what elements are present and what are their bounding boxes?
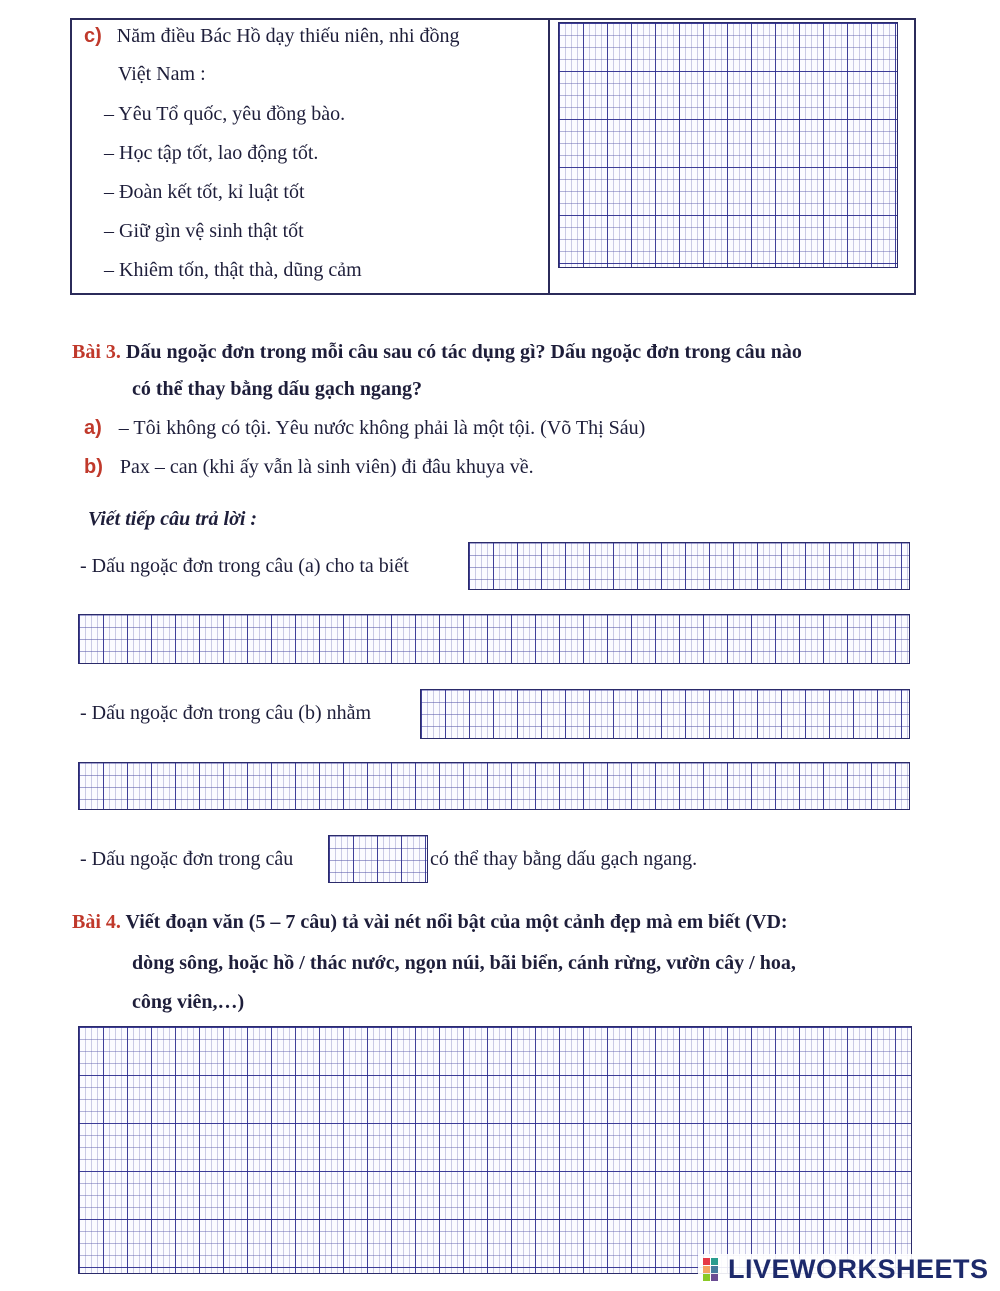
bai3-b-text: Pax – can (khi ấy vẫn là sinh viên) đi đâu khuya về. (119, 456, 534, 478)
bai3-instruction: Viết tiếp câu trả lời : (88, 508, 258, 530)
section-c-heading (84, 24, 460, 48)
bai3-a-text: – Tôi không có tội. Yêu nước không phải là một tội. (Võ Thị Sáu) (118, 417, 646, 439)
section-c-item-1: – Yêu Tổ quốc, yêu đồng bào. (104, 103, 346, 125)
bai4-prompt-line3: công viên,…) (132, 991, 245, 1013)
answer-a-grid-inline[interactable] (468, 542, 910, 590)
bai4-prompt (72, 910, 788, 934)
bai3-item-a (84, 416, 645, 440)
bai4-label: Bài (72, 911, 101, 933)
bai4-prompt-line1: Viết đoạn văn (5 – 7 câu) tả vài nét nổi bật của một cảnh đẹp mà em biết (VD: (125, 911, 788, 933)
bai3-item-b (84, 455, 534, 479)
section-c-writing-grid[interactable] (558, 22, 898, 268)
answer-c-suffix: có thể thay bằng dấu gạch ngang. (430, 848, 698, 870)
answer-b-prefix: - Dấu ngoặc đơn trong câu (b) nhằm (80, 702, 372, 724)
section-c-item-4: – Giữ gìn vệ sinh thật tốt (104, 220, 304, 242)
answer-c-grid-blank[interactable] (328, 835, 428, 883)
section-c-label: c) (84, 25, 102, 47)
answer-c-prefix: - Dấu ngoặc đơn trong câu (80, 848, 294, 870)
section-c-divider (548, 18, 550, 295)
bai3-b-label: b) (84, 456, 103, 478)
section-c-item-2: – Học tập tốt, lao động tốt. (104, 142, 319, 164)
watermark (698, 1254, 993, 1285)
bai3-a-label: a) (84, 417, 102, 439)
section-c-item-5: – Khiêm tốn, thật thà, dũng cảm (104, 259, 362, 281)
liveworksheets-logo-icon (702, 1256, 728, 1284)
answer-b-grid-line2[interactable] (78, 762, 910, 810)
bai3-number: 3. (105, 341, 121, 363)
bai3-label: Bài (72, 341, 101, 363)
bai4-writing-grid[interactable] (78, 1026, 912, 1274)
section-c-line1: Năm điều Bác Hồ dạy thiếu niên, nhi đồng (116, 25, 460, 47)
watermark-text: LIVEWORKSHEETS (728, 1254, 989, 1284)
answer-a-grid-line2[interactable] (78, 614, 910, 664)
bai3-prompt-line1: Dấu ngoặc đơn trong mỗi câu sau có tác dụng gì? Dấu ngoặc đơn trong câu nào (125, 341, 802, 363)
answer-a-prefix: - Dấu ngoặc đơn trong câu (a) cho ta biết (80, 555, 409, 577)
section-c-item-3: – Đoàn kết tốt, kỉ luật tốt (104, 181, 305, 203)
answer-b-grid-inline[interactable] (420, 689, 910, 739)
bai3-prompt (72, 340, 802, 364)
bai3-prompt-line2: có thể thay bằng dấu gạch ngang? (132, 378, 423, 400)
bai4-number: 4. (105, 911, 121, 933)
bai4-prompt-line2: dòng sông, hoặc hồ / thác nước, ngọn núi, bãi biển, cánh rừng, vườn cây / hoa, (132, 952, 796, 974)
section-c-line2: Việt Nam : (118, 63, 206, 85)
